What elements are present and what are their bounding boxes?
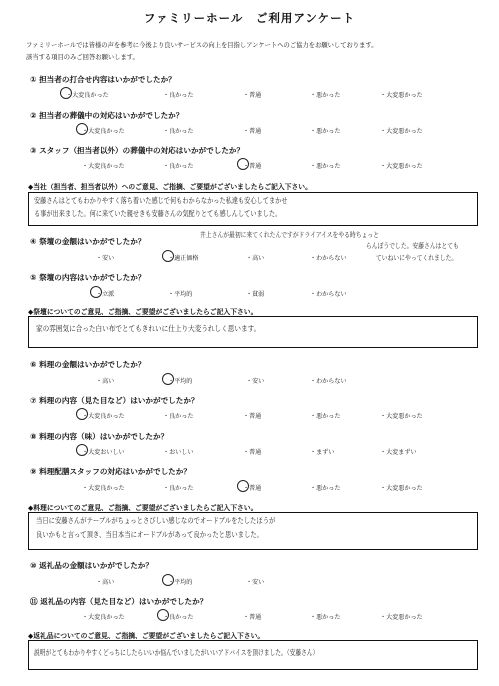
- comment-1-heading: ◆当社（担当者、担当者以外）へのご意見、ご指摘、ご要望がございましたらご記入下さい。: [28, 183, 312, 191]
- selected-circle: [76, 123, 88, 135]
- question-10-label: ⑩ 返礼品の金額はいかがでしたか？: [30, 561, 153, 570]
- q3-option-4[interactable]: ・悪かった: [310, 163, 341, 170]
- comment-2-line-1: 家の雰囲気に合った白い布でとてもきれいに仕上り大変うれしく思います。: [36, 324, 261, 333]
- q10-option-3[interactable]: ・安い: [246, 579, 265, 586]
- q4-note-line-1: 井上さんが最初に来てくれたんですがドライアイスをやる時ちょっと: [200, 231, 379, 239]
- question-3-label: ③ スタッフ（担当者以外）の葬儀中の対応はいかがでしたか？: [30, 146, 245, 155]
- q9-option-3[interactable]: ・普通: [243, 483, 261, 492]
- q9-option-5[interactable]: ・大変悪かった: [380, 485, 423, 492]
- q11-option-1[interactable]: ・大変良かった: [82, 614, 125, 621]
- q7-option-1[interactable]: ・大変良かった: [82, 411, 125, 420]
- selected-circle: [162, 574, 174, 586]
- q4-option-1[interactable]: ・安い: [96, 255, 115, 262]
- q3-option-1[interactable]: ・大変良かった: [82, 163, 125, 170]
- intro-text: [26, 40, 486, 64]
- q3-option-5[interactable]: ・大変悪かった: [380, 163, 423, 170]
- q8-option-1[interactable]: ・大変おいしい: [82, 447, 125, 456]
- question-9-label: ⑨ 料理配膳スタッフの対応はいかがでしたか？: [30, 467, 191, 476]
- q1-option-4[interactable]: ・悪かった: [310, 92, 341, 99]
- comment-4-heading: ◆返礼品についてのご意見、ご指摘、ご要望がございましたらご記入下さい。: [28, 632, 265, 640]
- q7-option-2[interactable]: ・良かった: [163, 413, 194, 420]
- selected-circle: [162, 250, 174, 262]
- intro-line-1: ファミリーホールでは皆様の声を参考に今後より良いサービスの向上を目指しアンケートへのご協力をお願いしております。: [26, 42, 378, 49]
- selected-circle: [162, 373, 174, 385]
- q4-option-3[interactable]: ・高い: [246, 255, 265, 262]
- comment-1-line-2: る事が出来ました。何に来ていた親せきも安藤さんの気配りとても感しんしていました。: [34, 209, 282, 218]
- selected-circle: [157, 609, 169, 621]
- q8-option-3[interactable]: ・普通: [243, 449, 262, 456]
- q4-option-4[interactable]: ・わからない: [310, 255, 347, 262]
- selected-circle: [76, 408, 88, 420]
- q11-option-2[interactable]: ・良かった: [163, 612, 193, 621]
- q1-option-1[interactable]: ・大変良かった: [66, 90, 109, 99]
- q2-option-2[interactable]: ・良かった: [163, 128, 194, 135]
- q5-option-2[interactable]: ・平均的: [168, 291, 193, 298]
- q6-option-4[interactable]: ・わからない: [310, 378, 347, 385]
- comment-3-line-2: 良いかもと言って頂き、当日本当にオードブルがあって良かったと思いました。: [36, 530, 263, 539]
- comment-4-line-1: 説明がとてもわかりやすくどっちにしたらいいか悩んでいましたがいいアドバイスを頂けました。（安藤さん）: [34, 648, 319, 657]
- q1-option-3[interactable]: ・普通: [243, 92, 262, 99]
- q2-option-4[interactable]: ・悪かった: [310, 128, 341, 135]
- q6-option-2[interactable]: ・平均的: [168, 376, 192, 385]
- q11-option-4[interactable]: ・悪かった: [310, 614, 341, 621]
- intro-line-2: 該当する項目のみご回答お願いします。: [26, 54, 139, 61]
- q3-option-3[interactable]: ・普通: [243, 161, 261, 170]
- question-2-label: ② 担当者の葬儀中の対応はいかがでしたか？: [30, 111, 184, 120]
- q10-option-2[interactable]: ・平均的: [168, 577, 192, 586]
- selected-circle: [90, 286, 102, 298]
- q5-option-4[interactable]: ・わからない: [310, 291, 347, 298]
- q9-option-4[interactable]: ・悪かった: [310, 485, 341, 492]
- q8-option-5[interactable]: ・大変まずい: [380, 449, 417, 456]
- q7-option-4[interactable]: ・悪かった: [310, 413, 341, 420]
- question-6-label: ⑥ 料理の金額はいかがでしたか？: [30, 360, 146, 369]
- q4-note-line-3: ていねいにやってくれました。: [376, 254, 458, 262]
- selected-circle: [76, 444, 88, 456]
- q7-option-5[interactable]: ・大変悪かった: [380, 413, 423, 420]
- q10-option-1[interactable]: ・高い: [96, 579, 115, 586]
- q9-option-1[interactable]: ・大変良かった: [82, 485, 125, 492]
- question-4-label: ④ 祭壇の金額はいかがでしたか？: [30, 237, 146, 246]
- question-1-label: ① 担当者の打合せ内容はいかがでしたか？: [30, 75, 176, 84]
- question-11-label: ⑪ 返礼品の内容（見た目など）はいかがでしたか？: [30, 597, 208, 606]
- q2-option-3[interactable]: ・普通: [243, 128, 262, 135]
- q1-option-2[interactable]: ・良かった: [163, 92, 194, 99]
- q1-option-5[interactable]: ・大変悪かった: [380, 92, 423, 99]
- q3-option-2[interactable]: ・良かった: [163, 163, 194, 170]
- selected-circle: [237, 158, 249, 170]
- q11-option-5[interactable]: ・大変悪かった: [380, 614, 423, 621]
- q11-option-3[interactable]: ・普通: [243, 614, 262, 621]
- q7-option-3[interactable]: ・普通: [243, 413, 262, 420]
- question-5-label: ⑤ 祭壇の内容はいかがでしたか？: [30, 273, 146, 282]
- q6-option-3[interactable]: ・安い: [246, 378, 265, 385]
- q6-option-1[interactable]: ・高い: [96, 378, 115, 385]
- q8-option-4[interactable]: ・まずい: [310, 449, 335, 456]
- page-title: ファミリーホール ご利用アンケート: [143, 11, 356, 25]
- q5-option-3[interactable]: ・貧弱: [246, 291, 265, 298]
- q2-option-1[interactable]: ・大変良かった: [82, 126, 125, 135]
- q9-option-2[interactable]: ・良かった: [163, 485, 194, 492]
- question-7-label: ⑦ 料理の内容（見た目など）はいかがでしたか？: [30, 396, 199, 405]
- q4-option-2[interactable]: ・適正価格: [168, 253, 198, 262]
- q8-option-2[interactable]: ・おいしい: [163, 449, 194, 456]
- selected-circle: [237, 480, 249, 492]
- comment-3-line-1: 当日に安藤さんがテーブルがちょっとさびしい感じなのでオードブルをたしたほうが: [36, 516, 276, 525]
- comment-1-line-1: 安藤さんはとてもわかりやすく落ち着いた感じで何もわからなかった私達も安心してまかせ: [34, 196, 288, 205]
- q5-option-1[interactable]: ・立派: [96, 289, 114, 298]
- comment-2-heading: ◆祭壇についてのご意見、ご指摘、ご要望がございましたらご記入下さい。: [28, 308, 258, 316]
- q4-note-line-2: らんぼうでした。安藤さんはとても: [366, 242, 459, 250]
- question-8-label: ⑧ 料理の内容（味）はいかがでしたか？: [30, 432, 169, 441]
- q2-option-5[interactable]: ・大変悪かった: [380, 128, 423, 135]
- selected-circle: [60, 87, 72, 99]
- comment-3-heading: ◆料理についてのご意見、ご指摘、ご要望がございましたらご記入下さい。: [28, 504, 258, 512]
